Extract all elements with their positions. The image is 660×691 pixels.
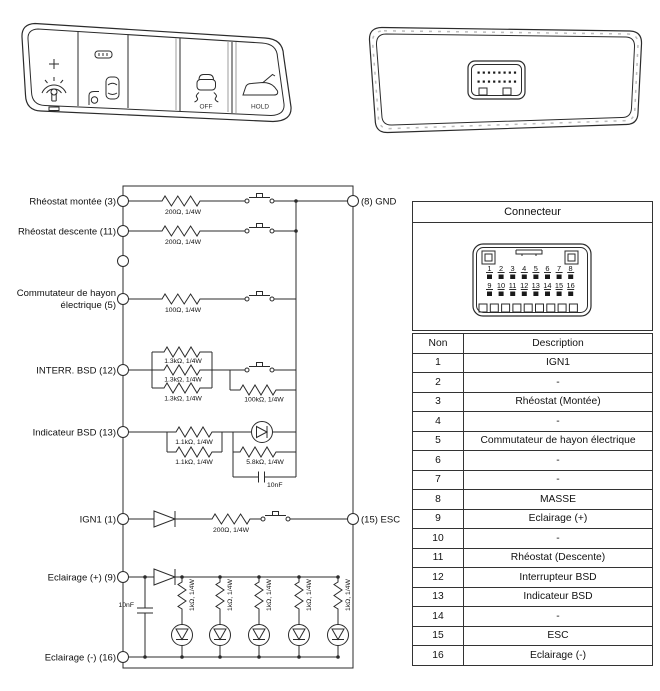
row-illumination <box>119 569 353 659</box>
connector-pin-dots <box>478 72 517 83</box>
table-row <box>413 490 653 510</box>
pin-number: 11 <box>508 281 517 290</box>
table-row <box>413 646 653 666</box>
resistor-value: 1kΩ, 1/4W <box>227 579 234 611</box>
illumination-branch <box>249 575 274 659</box>
circuit-border <box>123 186 353 668</box>
pin-label-gnd: (8) GND <box>361 196 397 208</box>
resistor-value: 200Ω, 1/4W <box>212 527 250 534</box>
pin-desc: - <box>464 607 653 627</box>
pin-no: 9 <box>413 509 464 529</box>
pin-no: 3 <box>413 392 464 412</box>
pin-desc: - <box>464 470 653 490</box>
pin-label-bsd-switch: INTERR. BSD (12) <box>36 365 116 377</box>
resistor-value: 1.1kΩ, 1/4W <box>175 459 213 466</box>
resistor-value: 5.8kΩ, 1/4W <box>246 459 284 466</box>
pin-desc: MASSE <box>464 490 653 510</box>
resistor-value: 200Ω, 1/4W <box>164 209 202 216</box>
esc-off-button <box>195 75 219 111</box>
connector-title: Connecteur <box>413 202 652 223</box>
pin-desc: Commutateur de hayon électrique <box>464 431 653 451</box>
illumination-branch <box>210 575 235 659</box>
row-ign1-esc <box>129 511 348 534</box>
row-bsd-indicator <box>129 422 297 490</box>
resistor-value: 1kΩ, 1/4W <box>189 579 196 611</box>
pin-no: 5 <box>413 431 464 451</box>
resistor-value: 1.3kΩ, 1/4W <box>164 376 202 384</box>
pin-label-rheostat-up: Rhéostat montée (3) <box>29 196 116 208</box>
pin-desc: Indicateur BSD <box>464 587 653 607</box>
table-row <box>413 353 653 373</box>
resistor-value: 100kΩ, 1/4W <box>244 396 284 404</box>
pin-no: 8 <box>413 490 464 510</box>
table-row <box>413 529 653 549</box>
connector-pin-numbers-row2 <box>486 281 575 296</box>
esc-off-icon <box>195 75 219 103</box>
minus-icon <box>49 107 59 111</box>
resistor-value: 1kΩ, 1/4W <box>266 579 273 611</box>
pin-number: 12 <box>520 281 529 290</box>
pin-label-esc: (15) ESC <box>361 514 400 526</box>
row-rheostat-up <box>129 194 348 217</box>
table-row <box>413 373 653 393</box>
table-row <box>413 412 653 432</box>
pin-number: 15 <box>554 281 564 290</box>
resistor-value: 1.1kΩ, 1/4W <box>175 439 213 446</box>
pin-label-illum-minus: Eclairage (-) (16) <box>44 652 116 664</box>
bsd-indicator-lamp-icon <box>95 51 112 58</box>
pin-no: 16 <box>413 646 464 666</box>
rear-housing-outline <box>369 28 641 133</box>
resistor-value: 1.3kΩ, 1/4W <box>164 395 202 403</box>
row-rheostat-down <box>129 224 298 247</box>
rear-connector-socket <box>468 61 525 99</box>
table-row <box>413 392 653 412</box>
table-row <box>413 548 653 568</box>
pin-desc: - <box>464 373 653 393</box>
pin-no: 14 <box>413 607 464 627</box>
table-row <box>413 626 653 646</box>
connector-pin-numbers-row1 <box>486 264 574 279</box>
pin-desc: - <box>464 451 653 471</box>
resistor-value: 1.3kΩ, 1/4W <box>164 358 202 365</box>
resistor-value: 1kΩ, 1/4W <box>345 579 352 611</box>
plus-icon <box>49 59 59 69</box>
pin-description-table <box>412 333 653 666</box>
pin-no: 7 <box>413 470 464 490</box>
rheostat-button <box>42 59 66 111</box>
circuit-schematic <box>0 180 400 691</box>
pin-label-rheostat-down: Rhéostat descente (11) <box>17 226 116 238</box>
bsd-button <box>89 51 119 105</box>
pin-number: 4 <box>522 264 527 273</box>
pin-no: 6 <box>413 451 464 471</box>
table-row <box>413 431 653 451</box>
pin-desc: Rhéostat (Descente) <box>464 548 653 568</box>
illumination-branch <box>289 575 314 659</box>
pin-desc: Eclairage (+) <box>464 509 653 529</box>
pin-number: 9 <box>487 281 492 290</box>
pin-label-tailgate-2: électrique (5) <box>60 300 116 311</box>
pin-label-illum-plus: Eclairage (+) (9) <box>47 572 116 584</box>
illumination-branch <box>172 575 197 659</box>
capacitor-value: 10nF <box>267 482 283 489</box>
pin-no: 15 <box>413 626 464 646</box>
table-row <box>413 470 653 490</box>
pin-no: 11 <box>413 548 464 568</box>
pin-number: 2 <box>498 264 504 273</box>
panel-brightness-icon <box>42 77 66 101</box>
connector-box <box>412 201 653 331</box>
pin-desc: IGN1 <box>464 353 653 373</box>
pin-label-tailgate-1: Commutateur de hayon <box>16 288 116 299</box>
pin-desc: Eclairage (-) <box>464 646 653 666</box>
pin-desc: - <box>464 529 653 549</box>
pin-number: 1 <box>487 264 492 273</box>
connector-bottom-comb <box>479 304 577 312</box>
row-tailgate-switch <box>129 292 297 315</box>
pin-number: 5 <box>533 264 538 273</box>
pin-number: 16 <box>566 281 575 290</box>
resistor-value: 100Ω, 1/4W <box>164 307 202 314</box>
switch-panel-rear-drawing <box>350 15 660 145</box>
pin-no: 2 <box>413 373 464 393</box>
pin-no: 12 <box>413 568 464 588</box>
row-bsd-switch <box>129 347 297 404</box>
pin-number: 13 <box>531 281 540 290</box>
pin-no: 1 <box>413 353 464 373</box>
circuit-terminals <box>118 196 359 663</box>
resistor-value: 1kΩ, 1/4W <box>306 579 313 611</box>
bsd-led-symbol <box>252 422 273 443</box>
pin-number: 3 <box>510 264 515 273</box>
table-row <box>413 587 653 607</box>
connector-pinout-drawing <box>413 223 652 331</box>
pin-desc: Interrupteur BSD <box>464 568 653 588</box>
pin-no: 4 <box>413 412 464 432</box>
resistor-value: 200Ω, 1/4W <box>164 239 202 246</box>
pin-desc: Rhéostat (Montée) <box>464 392 653 412</box>
pin-no: 13 <box>413 587 464 607</box>
pin-no: 10 <box>413 529 464 549</box>
table-row <box>413 451 653 471</box>
pin-desc: - <box>464 412 653 432</box>
pin-desc: ESC <box>464 626 653 646</box>
circuit-pin-labels <box>17 197 400 664</box>
col-header-no: Non <box>413 334 464 354</box>
illumination-branch <box>328 575 353 659</box>
pin-number: 10 <box>496 281 506 290</box>
pin-number: 14 <box>543 281 552 290</box>
capacitor-value: 10nF <box>118 602 134 609</box>
pin-label-ign1: IGN1 (1) <box>79 514 116 526</box>
pin-number: 8 <box>568 264 573 273</box>
tailgate-open-icon <box>243 75 278 96</box>
bsd-cars-icon <box>89 77 119 105</box>
pin-label-bsd-indicator: Indicateur BSD (13) <box>32 427 116 439</box>
table-header-row <box>413 334 653 354</box>
switch-panel-front-drawing <box>5 15 305 145</box>
pin-number: 7 <box>556 264 562 273</box>
pin-number: 6 <box>545 264 550 273</box>
tailgate-hold-button <box>243 75 278 111</box>
table-row <box>413 568 653 588</box>
table-row <box>413 509 653 529</box>
col-header-desc: Description <box>464 334 653 354</box>
tailgate-hold-label: HOLD <box>250 103 270 111</box>
table-row <box>413 607 653 627</box>
esc-off-label: OFF <box>199 103 213 111</box>
